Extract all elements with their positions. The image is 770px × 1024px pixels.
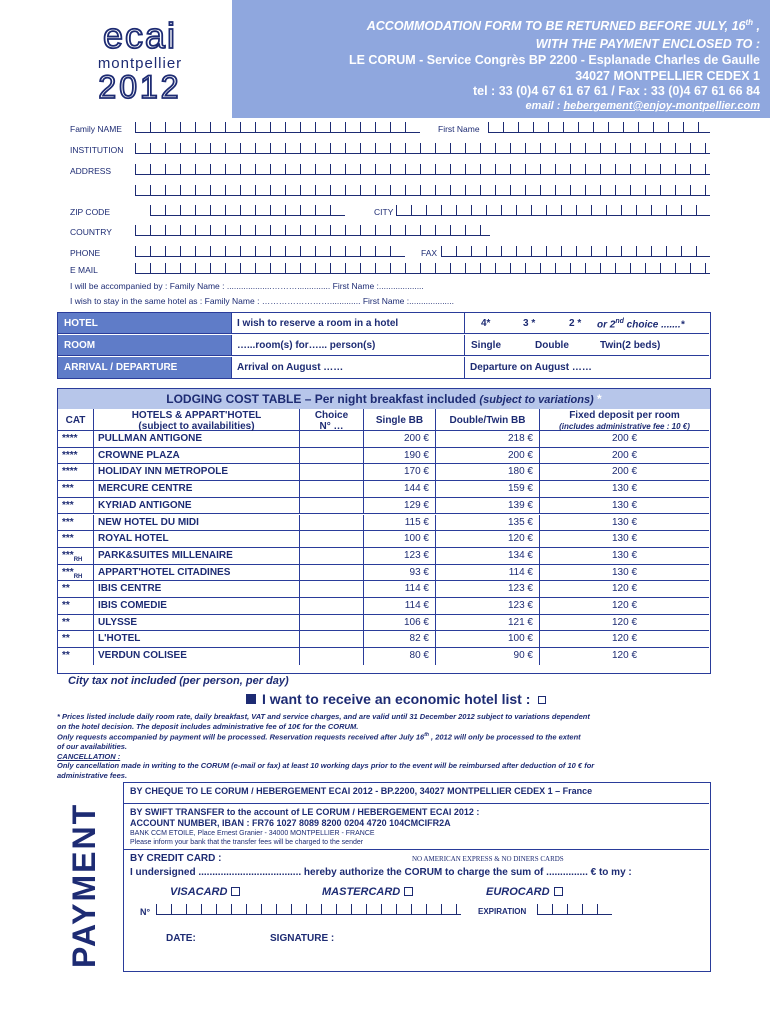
single-price-cell: 114 € (364, 581, 436, 597)
header-line-5: tel : 33 (0)4 67 61 67 61 / Fax : 33 (0)4 67 61 66 84 (473, 84, 760, 98)
lodging-title: LODGING COST TABLE – Per night breakfast included (subject to variations) * (58, 389, 710, 409)
email-field[interactable] (135, 263, 710, 274)
table-row (58, 448, 709, 465)
double-price-cell: 120 € (436, 531, 540, 547)
header-email: email : hebergement@enjoy-montpellier.com (525, 100, 760, 112)
institution-label: INSTITUTION (70, 145, 124, 155)
family-name-label: Family NAME (70, 124, 122, 134)
first-name-field[interactable] (488, 122, 710, 133)
deposit-cell: 130 € (611, 499, 638, 511)
expiration-label: EXPIRATION (478, 907, 527, 916)
hotel-name-cell: VERDUN COLISEE (94, 648, 300, 665)
table-row (58, 481, 709, 498)
single-price-cell: 190 € (364, 448, 436, 464)
single-price-cell: 200 € (364, 431, 436, 447)
hotel-row-text: I wish to reserve a room in a hotel (231, 313, 464, 333)
star-4-option[interactable]: 4* (481, 318, 491, 329)
cat-cell: ** (58, 631, 94, 647)
star-3-option[interactable]: 3 * (523, 318, 536, 329)
header-band (232, 0, 770, 118)
col-choice: Choice N° … (300, 409, 364, 431)
email-label: E MAIL (70, 265, 98, 275)
col-single: Single BB (364, 409, 436, 431)
fax-field[interactable] (441, 246, 710, 257)
table-row (58, 431, 709, 448)
payment-vertical-text: PAYMENT (66, 802, 102, 968)
header-line-1: ACCOMMODATION FORM TO BE RETURNED BEFORE JULY, 16th , (366, 18, 760, 34)
single-price-cell: 80 € (364, 648, 436, 665)
undersigned-line: I undersigned ..................................... hereby authorize the CORUM to charge the sum of ............... € to my : (130, 867, 632, 878)
hotel-name-cell: CROWNE PLAZA (94, 448, 300, 464)
logo-graphic (78, 18, 202, 102)
choice-cell[interactable] (300, 448, 364, 464)
deposit-cell: 200 € (611, 433, 638, 444)
hotel-name-cell: ULYSSE (94, 615, 300, 631)
deposit-cell: 130 € (611, 516, 638, 528)
cat-cell: *** (58, 531, 94, 547)
swift-line-1: BY SWIFT TRANSFER to the account of LE CORUM / HEBERGEMENT ECAI 2012 : (130, 807, 480, 817)
deposit-cell: 130 € (611, 483, 638, 495)
deposit-cell: 130 € (611, 549, 638, 561)
ecai-logo (78, 18, 202, 102)
double-price-cell: 123 € (436, 581, 540, 597)
address-label: ADDRESS (70, 166, 112, 176)
table-row (58, 615, 709, 632)
hotel-name-cell: IBIS CENTRE (94, 581, 300, 597)
hotel-name-cell: NEW HOTEL DU MIDI (94, 515, 300, 531)
twin-option[interactable]: Twin(2 beds) (600, 340, 661, 351)
city-label: CITY (374, 207, 394, 217)
choice-cell[interactable] (300, 481, 364, 497)
eurocard-checkbox[interactable] (554, 887, 563, 896)
swift-iban: ACCOUNT NUMBER, IBAN : FR76 1027 8089 8200 0204 4720 104CMCIFR2A (130, 818, 451, 828)
room-type-options (464, 335, 709, 355)
choice-cell[interactable] (300, 548, 364, 564)
first-name-label: First Name (438, 124, 480, 134)
cat-cell: ** (58, 581, 94, 597)
cat-cell: $***_{RH}$ (58, 565, 94, 581)
double-price-cell: 134 € (436, 548, 540, 564)
bullet-square-icon (246, 694, 256, 704)
cat-cell: ** (58, 648, 94, 665)
swift-bank: BANK CCM ETOILE, Place Ernest Granier - 34000 MONTPELLIER - FRANCE (130, 830, 375, 837)
country-field[interactable] (135, 225, 490, 236)
room-row-text: …...room(s) for…... person(s) (231, 335, 464, 355)
choice-cell[interactable] (300, 565, 364, 581)
hotel-name-cell: IBIS COMEDIE (94, 598, 300, 614)
double-price-cell: 123 € (436, 598, 540, 614)
single-price-cell: 144 € (364, 481, 436, 497)
single-option[interactable]: Single (471, 340, 502, 351)
table-row (58, 598, 709, 615)
hotel-request-table (57, 312, 711, 379)
institution-field[interactable] (135, 143, 710, 154)
logo-montpellier: montpellier (97, 55, 183, 72)
cat-cell: *** (58, 515, 94, 531)
address-field-2[interactable] (135, 185, 710, 196)
table-row (58, 581, 709, 598)
zip-code-field[interactable] (150, 205, 345, 216)
deposit-cell: 120 € (611, 650, 638, 662)
deposit-cell: 120 € (611, 616, 638, 628)
country-label: COUNTRY (70, 227, 112, 237)
cat-cell: **** (58, 448, 94, 464)
swift-fees: Please inform your bank that the transfer fees will be charged to the sender (130, 839, 364, 846)
col-deposit: Fixed deposit per room (includes administrative fee : 10 €) (540, 409, 709, 431)
single-price-cell: 82 € (364, 631, 436, 647)
same-hotel-line: I wish to stay in the same hotel as : Family Name : ……………………............. First Name :................... (70, 296, 455, 306)
double-price-cell: 180 € (436, 464, 540, 480)
single-price-cell: 114 € (364, 598, 436, 614)
cheque-section (124, 783, 709, 804)
table-row (58, 648, 709, 665)
table-row (58, 565, 709, 582)
choice-cell[interactable] (300, 631, 364, 647)
hotel-name-cell: ROYAL HOTEL (94, 531, 300, 547)
hotel-row (58, 313, 709, 334)
cat-cell: *** (58, 498, 94, 514)
logo-ecai: ecai (102, 18, 178, 56)
no-cards-note: NO AMERICAN EXPRESS & NO DINERS CARDS (412, 855, 564, 863)
cat-cell: ** (58, 615, 94, 631)
table-row (58, 531, 709, 548)
star-2-option[interactable]: 2 * (569, 318, 582, 329)
choice-cell[interactable] (300, 515, 364, 531)
table-row (58, 548, 709, 565)
hotel-row-label: HOTEL (58, 313, 231, 333)
credit-card-section (124, 850, 709, 970)
deposit-cell: 120 € (611, 633, 638, 645)
cat-cell: **** (58, 431, 94, 447)
double-price-cell: 114 € (436, 565, 540, 581)
choice-cell[interactable] (300, 581, 364, 597)
single-price-cell: 106 € (364, 615, 436, 631)
arrival-row (58, 357, 709, 378)
lodging-cost-table (57, 388, 711, 674)
zip-code-label: ZIP CODE (70, 207, 110, 217)
hotel-name-cell: PULLMAN ANTIGONE (94, 431, 300, 447)
deposit-cell: 120 € (611, 583, 638, 595)
arrival-row-label: ARRIVAL / DEPARTURE (58, 357, 231, 378)
col-double: Double/Twin BB (436, 409, 540, 431)
double-option[interactable]: Double (535, 340, 569, 351)
cheque-text: BY CHEQUE TO LE CORUM / HEBERGEMENT ECAI 2012 - BP.2200, 34027 MONTPELLIER CEDEX 1 – France (130, 786, 593, 796)
card-number-label: N° (140, 907, 151, 917)
table-row (58, 498, 709, 515)
header-line-3: LE CORUM - Service Congrès BP 2200 - Esplanade Charles de Gaulle (348, 53, 760, 67)
hotel-name-cell: APPART'HOTEL CITADINES (94, 565, 300, 581)
city-tax-note: City tax not included (per person, per day) (68, 675, 289, 687)
hotel-name-cell: MERCURE CENTRE (94, 481, 300, 497)
double-price-cell: 100 € (436, 631, 540, 647)
phone-field[interactable] (135, 246, 405, 257)
accompanied-line: I will be accompanied by : Family Name : ...................……….............. First Name :................... (70, 281, 424, 291)
choice-cell[interactable] (300, 648, 364, 665)
single-price-cell: 129 € (364, 498, 436, 514)
address-field-1[interactable] (135, 164, 710, 175)
eurocard-option[interactable]: EUROCARD (486, 886, 563, 898)
single-price-cell: 123 € (364, 548, 436, 564)
deposit-cell: 130 € (611, 533, 638, 545)
deposit-cell: 120 € (611, 600, 638, 611)
double-price-cell: 121 € (436, 615, 540, 631)
visa-option[interactable]: VISACARD (170, 886, 240, 898)
card-number-field[interactable] (156, 904, 461, 915)
table-row (58, 464, 709, 481)
logo-year: 2012 (98, 69, 182, 102)
double-price-cell: 139 € (436, 498, 540, 514)
room-row-label: ROOM (58, 335, 231, 355)
choice-cell[interactable] (300, 531, 364, 547)
choice-cell[interactable] (300, 598, 364, 614)
single-price-cell: 115 € (364, 515, 436, 531)
economic-list-option[interactable]: I want to receive an economic hotel list : (246, 691, 546, 707)
cat-cell: $***_{RH}$ (58, 548, 94, 564)
departure-text[interactable]: Departure on August …… (464, 357, 709, 378)
phone-label: PHONE (70, 248, 101, 258)
choice-cell[interactable] (300, 615, 364, 631)
credit-card-title: BY CREDIT CARD : (130, 853, 222, 864)
terms-notes: * Prices listed include daily room rate, daily breakfast, VAT and service charges, and are valid until 31 December 2012 subject to variations dependent on the hotel decision. The deposit includes administrative fee of 10€ for the CORUM. Only requests accompanied by payment will be processed. Reservation requests received after July 16th , 2012 will only be processed to the extent of our availabilities. CANCELLATION : Only cancellation made in writing to the CORUM (e-mail or fax) at least 10 working days prior to the event will be reimbursed after deduction of 10 € for administrative fees. (57, 712, 595, 780)
col-hotels: HOTELS & APPART'HOTEL (subject to availabilities) (94, 409, 300, 431)
room-row (58, 335, 709, 356)
hotel-star-options (464, 313, 709, 333)
table-row (58, 515, 709, 532)
cat-cell: **** (58, 464, 94, 480)
fax-label: FAX (421, 248, 438, 258)
city-field[interactable] (396, 205, 710, 216)
header-line-2: WITH THE PAYMENT ENCLOSED TO : (535, 37, 760, 51)
deposit-cell: 200 € (611, 466, 638, 478)
email-link[interactable]: hebergement@enjoy-montpellier.com (563, 100, 760, 112)
hotel-name-cell: KYRIAD ANTIGONE (94, 498, 300, 514)
swift-section (124, 804, 709, 850)
visa-checkbox[interactable] (231, 887, 240, 896)
double-price-cell: 135 € (436, 515, 540, 531)
single-price-cell: 170 € (364, 464, 436, 480)
expiration-field[interactable] (537, 904, 612, 915)
double-price-cell: 218 € (436, 431, 540, 447)
double-price-cell: 159 € (436, 481, 540, 497)
deposit-cell: 200 € (611, 449, 638, 461)
mastercard-checkbox[interactable] (404, 887, 413, 896)
double-price-cell: 200 € (436, 448, 540, 464)
header-line-4: 34027 MONTPELLIER CEDEX 1 (575, 69, 760, 83)
choice-cell[interactable] (300, 464, 364, 480)
hotel-name-cell: PARK&SUITES MILLENAIRE (94, 548, 300, 564)
family-name-field[interactable] (135, 122, 420, 133)
deposit-cell: 130 € (611, 566, 638, 578)
choice-cell[interactable] (300, 431, 364, 447)
cat-cell: ** (58, 598, 94, 614)
payment-vertical-title (57, 782, 123, 972)
col-cat: CAT (58, 409, 94, 431)
second-choice-option[interactable]: or 2nd choice .......* (597, 318, 685, 331)
payment-box (123, 782, 711, 972)
signature-label[interactable]: SIGNATURE : (270, 933, 335, 944)
double-price-cell: 90 € (436, 648, 540, 665)
cat-cell: *** (58, 481, 94, 497)
economic-list-checkbox[interactable] (538, 696, 546, 704)
mastercard-option[interactable]: MASTERCARD (322, 886, 413, 898)
hotel-name-cell: HOLIDAY INN METROPOLE (94, 464, 300, 480)
arrival-text[interactable]: Arrival on August …… (231, 357, 464, 378)
table-row (58, 631, 709, 648)
single-price-cell: 93 € (364, 565, 436, 581)
date-label[interactable]: DATE: (166, 933, 196, 944)
hotel-name-cell: L'HOTEL (94, 631, 300, 647)
single-price-cell: 100 € (364, 531, 436, 547)
choice-cell[interactable] (300, 498, 364, 514)
